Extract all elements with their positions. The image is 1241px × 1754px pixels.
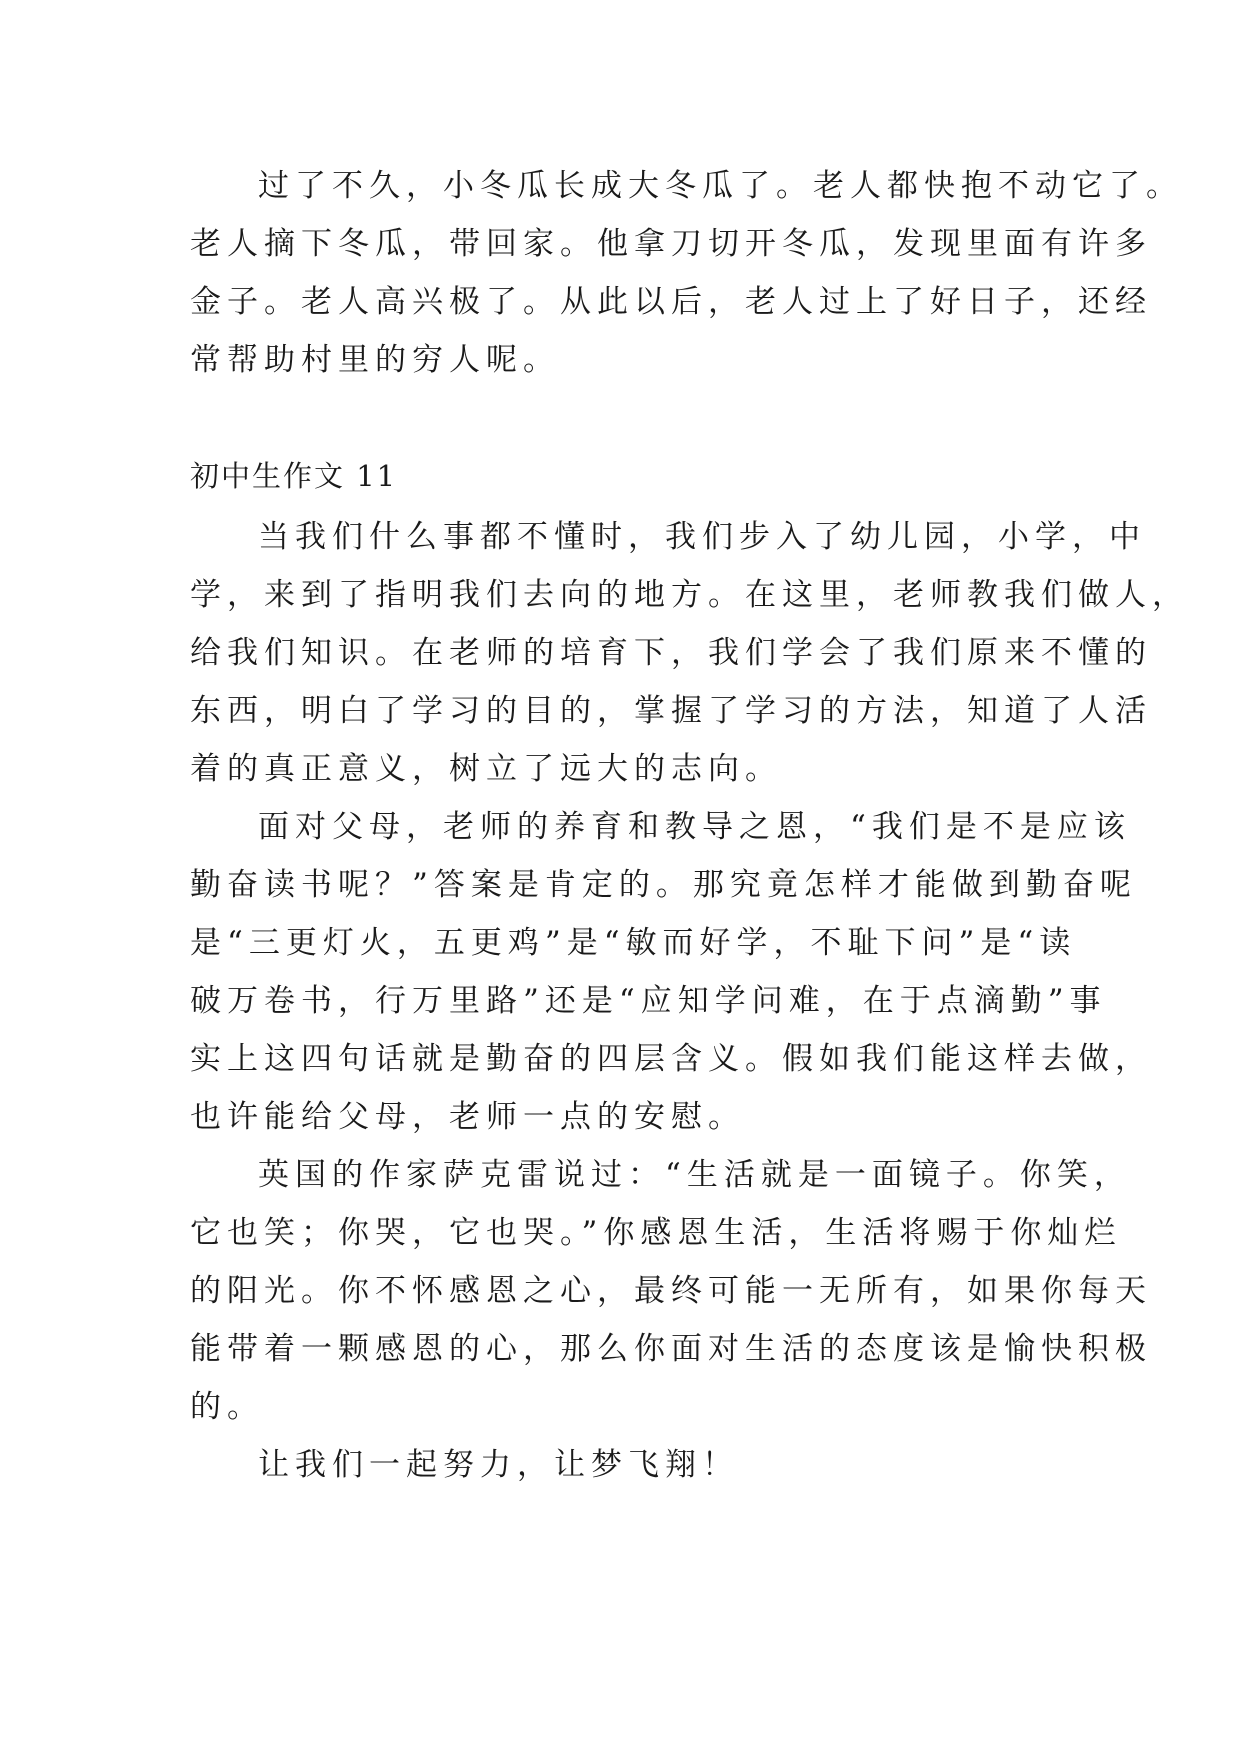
paragraph-line: 面对父母，老师的养育和教导之恩，“我们是不是应该 [258, 809, 1131, 845]
paragraph-line: 老人摘下冬瓜，带回家。他拿刀切开冬瓜，发现里面有许多 [190, 226, 1152, 262]
paragraph-line: 的。 [190, 1389, 264, 1425]
paragraph-line: 着的真正意义，树立了远大的志向。 [190, 751, 782, 787]
paragraph-line: 让我们一起努力，让梦飞翔！ [258, 1447, 739, 1483]
paragraph-line: 是“三更灯火，五更鸡”是“敏而好学，不耻下问”是“读 [190, 925, 1077, 961]
paragraph-line: 过了不久，小冬瓜长成大冬瓜了。老人都快抱不动它了。 [258, 168, 1183, 204]
paragraph-line: 能带着一颗感恩的心，那么你面对生活的态度该是愉快积极 [190, 1331, 1152, 1367]
essay-heading: 初中生作文 11 [190, 459, 398, 493]
paragraph-line: 给我们知识。在老师的培育下，我们学会了我们原来不懂的 [190, 635, 1152, 671]
paragraph-gratitude [190, 1146, 1152, 1436]
paragraph-diligence [190, 798, 1152, 1146]
paragraph-line: 学，来到了指明我们去向的地方。在这里，老师教我们做人， [190, 577, 1189, 613]
paragraph-line: 英国的作家萨克雷说过：“生活就是一面镜子。你笑， [258, 1157, 1131, 1193]
paragraph-learning [190, 508, 1189, 798]
paragraph-line: 勤奋读书呢？”答案是肯定的。那究竟怎样才能做到勤奋呢 [190, 867, 1137, 903]
paragraph-line: 也许能给父母，老师一点的安慰。 [190, 1099, 745, 1135]
paragraph-line: 金子。老人高兴极了。从此以后，老人过上了好日子，还经 [190, 284, 1152, 320]
paragraph-line: 常帮助村里的穷人呢。 [190, 342, 560, 378]
paragraph-closing [190, 1436, 1062, 1494]
paragraph-line: 实上这四句话就是勤奋的四层含义。假如我们能这样去做， [190, 1041, 1152, 1077]
paragraph-line: 它也笑；你哭，它也哭。”你感恩生活，生活将赐于你灿烂 [190, 1215, 1122, 1251]
paragraph-line: 东西，明白了学习的目的，掌握了学习的方法，知道了人活 [190, 693, 1152, 729]
paragraph-winter-melon-story [190, 157, 1183, 389]
paragraph-line: 破万卷书，行万里路”还是“应知学问难，在于点滴勤”事 [190, 983, 1107, 1019]
paragraph-line: 当我们什么事都不懂时，我们步入了幼儿园，小学，中 [258, 519, 1146, 555]
paragraph-line: 的阳光。你不怀感恩之心，最终可能一无所有，如果你每天 [190, 1273, 1152, 1309]
